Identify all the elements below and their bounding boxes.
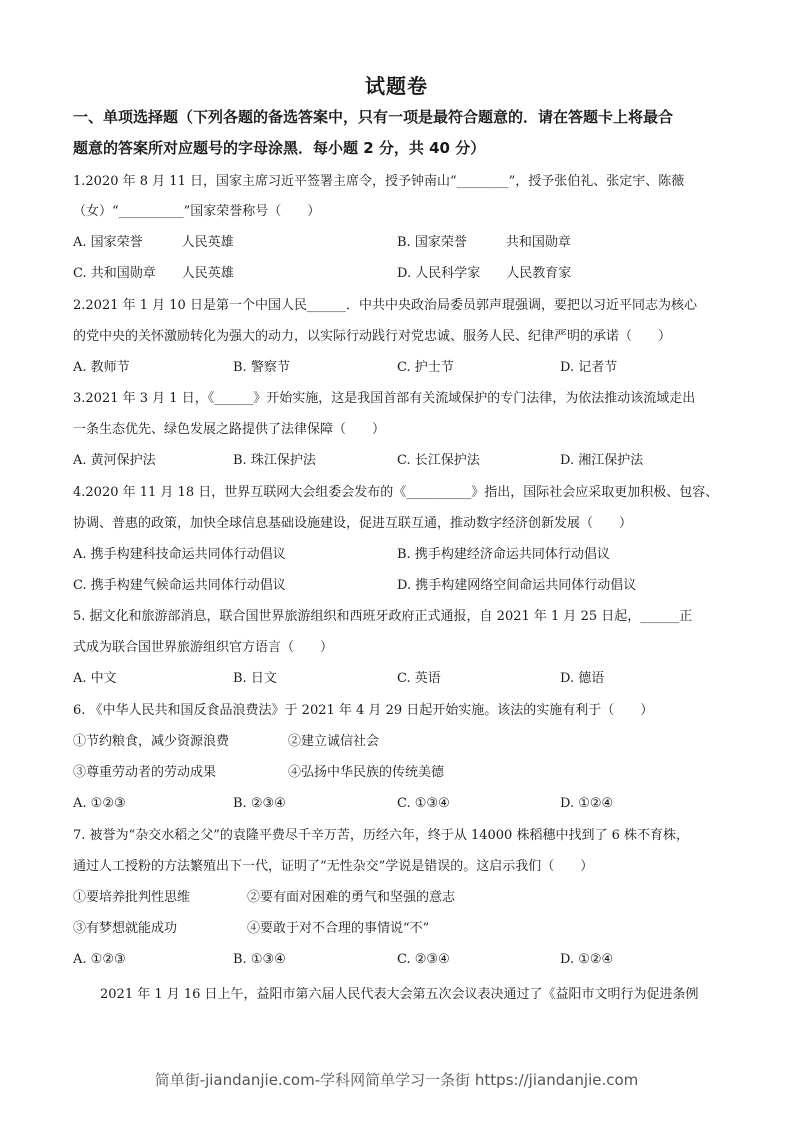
- question-7-statement-4: ④要敢于对不合理的事情说“不”: [247, 921, 430, 936]
- question-1-option-d[interactable]: D. 人民科学家 人民教育家: [397, 266, 572, 281]
- question-2-line-1: 2.2021 年 1 月 10 日是第一个中国人民______．中共中央政治局委员郭声琨强调，要把以习近平同志为核心: [73, 298, 697, 313]
- question-4-line-1: 4.2020 年 11 月 18 日，世界互联网大会组委会发布的《__________》指出，国际社会应采取更加积极、包容、: [73, 485, 719, 500]
- question-1-option-c[interactable]: C. 共和国勋章 人民英雄: [73, 266, 234, 281]
- question-5-option-b[interactable]: B. 日文: [233, 671, 277, 686]
- footer-watermark: 简单街-jiandanjie.com-学科网简单学习一条街 https://jiandanjie.com: [154, 1071, 639, 1089]
- question-7-option-d[interactable]: D. ①②④: [560, 952, 614, 967]
- question-7-line-2: 通过人工授粉的方法繁殖出下一代，证明了“无性杂交”学说是错误的。这启示我们（ ）: [73, 859, 594, 874]
- question-2-option-a[interactable]: A. 教师节: [73, 360, 130, 375]
- question-3-line-2: 一条生态优先、绿色发展之路提供了法律保障（ ）: [73, 422, 386, 437]
- question-3-option-d[interactable]: D. 湘江保护法: [560, 453, 644, 468]
- question-4-option-c[interactable]: C. 携手构建气候命运共同体行动倡议: [73, 578, 286, 593]
- page-title: 试题卷: [365, 74, 428, 98]
- question-3-option-a[interactable]: A. 黄河保护法: [73, 453, 156, 468]
- question-1-line-1: 1.2020 年 8 月 11 日，国家主席习近平签署主席令，授予钟南山“________”，授予张伯礼、张定宇、陈薇: [73, 174, 685, 189]
- section-heading: [73, 102, 723, 164]
- question-6-line-1: 6. 《中华人民共和国反食品浪费法》于 2021 年 4 月 29 日起开始实施。该法的实施有利于（ ）: [73, 703, 654, 718]
- question-6-statement-1: ①节约粮食，减少资源浪费: [73, 734, 230, 749]
- question-6-statement-3: ③尊重劳动者的劳动成果: [73, 765, 217, 780]
- question-7-statement-2: ②要有面对困难的勇气和坚强的意志: [247, 890, 456, 905]
- question-6-option-d[interactable]: D. ①②④: [560, 796, 614, 811]
- question-6-option-b[interactable]: B. ②③④: [233, 796, 286, 811]
- question-1-option-a[interactable]: A. 国家荣誉 人民英雄: [73, 235, 234, 250]
- question-5-option-d[interactable]: D. 德语: [560, 671, 605, 686]
- question-7-option-a[interactable]: A. ①②③: [73, 952, 126, 967]
- reading-material: 2021 年 1 月 16 日上午，益阳市第六届人民代表大会第五次会议表决通过了《益阳市文明行为促进条例: [100, 987, 699, 1002]
- question-5-option-a[interactable]: A. 中文: [73, 671, 117, 686]
- question-2-option-c[interactable]: C. 护士节: [397, 360, 454, 375]
- question-1-option-b[interactable]: B. 国家荣誉 共和国勋章: [397, 235, 571, 250]
- question-1-line-2: （女）“__________”国家荣誉称号（ ）: [73, 204, 321, 219]
- question-2-option-b[interactable]: B. 警察节: [233, 360, 290, 375]
- question-4-option-d[interactable]: D. 携手构建网络空间命运共同体行动倡议: [397, 578, 637, 593]
- section-heading-line-2: 题意的答案所对应题号的字母涂黑．每小题 2 分，共 40 分）: [73, 139, 486, 157]
- section-heading-line-1: 一、单项选择题（下列各题的备选答案中，只有一项是最符合题意的．请在答题卡上将最合: [73, 108, 674, 126]
- question-7-option-b[interactable]: B. ①③④: [233, 952, 286, 967]
- question-6-statement-4: ④弘扬中华民族的传统美德: [288, 765, 445, 780]
- question-5-option-c[interactable]: C. 英语: [397, 671, 441, 686]
- question-2-option-d[interactable]: D. 记者节: [560, 360, 618, 375]
- question-7-option-c[interactable]: C. ②③④: [397, 952, 450, 967]
- question-3-option-b[interactable]: B. 珠江保护法: [233, 453, 316, 468]
- question-5-line-2: 式成为联合国世界旅游组织官方语言（ ）: [73, 640, 334, 655]
- question-4-line-2: 协调、普惠的政策，加快全球信息基础设施建设，促进互联互通，推动数字经济创新发展（ ）: [73, 516, 633, 531]
- question-6-statement-2: ②建立诚信社会: [288, 734, 380, 749]
- question-3-option-c[interactable]: C. 长江保护法: [397, 453, 480, 468]
- question-2-line-2: 的党中央的关怀激励转化为强大的动力，以实际行动践行对党忠诚、服务人民、纪律严明的承诺（ ）: [73, 329, 672, 344]
- question-4-option-a[interactable]: A. 携手构建科技命运共同体行动倡议: [73, 547, 286, 562]
- question-7-line-1: 7. 被誉为“杂交水稻之父”的袁隆平费尽千辛万苦，历经六年，终于从 14000 株稻穗中找到了 6 株不育株，: [73, 828, 689, 843]
- question-3-line-1: 3.2021 年 3 月 1 日，《______》开始实施，这是我国首部有关流域保护的专门法律，为依法推动该流域走出: [73, 391, 696, 406]
- question-6-option-c[interactable]: C. ①③④: [397, 796, 450, 811]
- question-5-line-1: 5. 据文化和旅游部消息，联合国世界旅游组织和西班牙政府正式通报，自 2021 年 1 月 25 日起，______正: [73, 609, 693, 624]
- question-7-statement-1: ①要培养批判性思维: [73, 890, 191, 905]
- question-6-option-a[interactable]: A. ①②③: [73, 796, 126, 811]
- question-4-option-b[interactable]: B. 携手构建经济命运共同体行动倡议: [397, 547, 610, 562]
- question-7-statement-3: ③有梦想就能成功: [73, 921, 178, 936]
